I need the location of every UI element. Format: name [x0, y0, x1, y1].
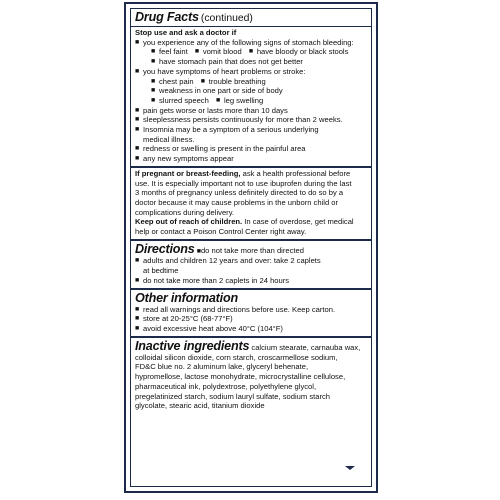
heart-signs-row-3: [135, 96, 367, 106]
sleeplessness-item: ■ sleeplessness persists continuously for more than 2 weeks.: [135, 115, 367, 125]
sign-stomach-pain: ■ have stomach pain that does not get better: [151, 57, 303, 66]
pregnancy-lead: If pregnant or breast-feeding,: [135, 168, 241, 178]
stomach-pain-row: [135, 57, 367, 67]
inactive-line: glycolate, stearic acid, titanium dioxide: [135, 401, 265, 411]
directions-adults-text-2: at bedtime: [143, 266, 179, 276]
other-info-title: Other information: [135, 290, 238, 305]
inactive-line: FD&C blue no. 2 aluminum lake, glyceryl behenate,: [135, 362, 309, 372]
sign-vomit-blood: ■ vomit blood: [195, 47, 242, 56]
sign-bloody-stools: ■ have bloody or black stools: [249, 47, 349, 56]
directions-adults-line-2: [135, 266, 367, 276]
directions-inline: [197, 246, 304, 255]
inactive-section: [131, 336, 371, 413]
directions-inline-text: do not take more than directed: [200, 245, 304, 255]
pregnancy-section: [131, 166, 371, 239]
keep-out-line: [135, 217, 367, 227]
sleeplessness-line-2: [135, 125, 367, 135]
inactive-line: pharmaceutical ink, polydextrose, polyethylene glycol,: [135, 381, 317, 391]
directions-title: Directions: [135, 241, 195, 256]
pain-worse-item: ■ pain gets worse or lasts more than 10 days: [135, 106, 367, 116]
sign-slurred-speech: ■ slurred speech: [151, 96, 209, 105]
directions-heading-row: [135, 242, 367, 257]
continue-arrow-icon: [345, 466, 355, 470]
pregnancy-text-4: complications during delivery.: [135, 207, 235, 217]
sign-weakness: ■ weakness in one part or side of body: [151, 86, 283, 95]
keep-out-lead: Keep out of reach of children.: [135, 217, 243, 227]
stop-use-heading: Stop use and ask a doctor if: [135, 28, 237, 37]
stomach-signs-row: [135, 47, 367, 57]
inactive-line: pregelatinized starch, sodium lauryl sulfate, sodium starch: [135, 391, 330, 401]
heart-problems-intro: ■ you have symptoms of heart problems or stroke:: [135, 67, 367, 77]
new-symptoms-item: ■ any new symptoms appear: [135, 154, 367, 164]
drug-facts-title: Drug Facts: [135, 10, 199, 24]
pregnancy-text-2: 3 months of pregnancy unless definitely directed to do so by a: [135, 188, 344, 198]
inactive-heading-row: [135, 339, 367, 353]
sleeplessness-text-3: medical illness.: [143, 134, 195, 144]
other-info-section: [131, 288, 371, 336]
other-info-item: ■ avoid excessive heat above 40°C (104°F): [135, 324, 367, 334]
heart-signs-row-2: [135, 86, 367, 96]
pregnancy-text-0: ask a health professional before: [242, 168, 351, 178]
continued-label: (continued): [200, 13, 253, 24]
other-info-item: ■ store at 20-25°C (68-77°F): [135, 314, 367, 324]
sign-feel-faint: ■ feel faint: [151, 47, 188, 56]
inactive-line: hypromellose, lactose monohydrate, microcrystalline cellulose,: [135, 372, 346, 382]
keep-out-text-0: In case of overdose, get medical: [244, 217, 354, 227]
directions-section: [131, 239, 371, 288]
pregnancy-text-3: doctor because it may cause problems in the unborn child or: [135, 197, 339, 207]
sleeplessness-text-2: Insomnia may be a symptom of a serious underlying: [143, 125, 319, 135]
sign-trouble-breathing: ■ trouble breathing: [201, 77, 266, 86]
inactive-first-line: calcium stearate, carnauba wax,: [251, 342, 361, 352]
drug-facts-panel: [130, 8, 372, 487]
keep-out-text-1: help or contact a Poison Control Center right away.: [135, 227, 307, 237]
sign-chest-pain: ■ chest pain: [151, 77, 194, 86]
inactive-title: Inactive ingredients: [135, 338, 250, 353]
redness-item: ■ redness or swelling is present in the painful area: [135, 144, 367, 154]
stop-use-section: [131, 26, 371, 166]
pregnancy-text-1: use. It is especially important not to use ibuprofen during the last: [135, 178, 352, 188]
stomach-bleeding-intro: ■ you experience any of the following signs of stomach bleeding:: [135, 38, 367, 48]
directions-adults: ■ adults and children 12 years and over: take 2 caplets: [135, 256, 367, 266]
other-info-item: ■ read all warnings and directions before use. Keep carton.: [135, 305, 367, 315]
drug-facts-frame: [124, 2, 378, 493]
directions-max: ■ do not take more than 2 caplets in 24 hours: [135, 276, 367, 286]
inactive-line: colloidal silicon dioxide, corn starch, croscarmellose sodium,: [135, 352, 338, 362]
sign-leg-swelling: ■ leg swelling: [216, 96, 263, 105]
header-section: [131, 9, 371, 26]
sleeplessness-line-3: [135, 135, 367, 145]
heart-signs-row-1: [135, 77, 367, 87]
pregnancy-line-1: [135, 169, 367, 179]
